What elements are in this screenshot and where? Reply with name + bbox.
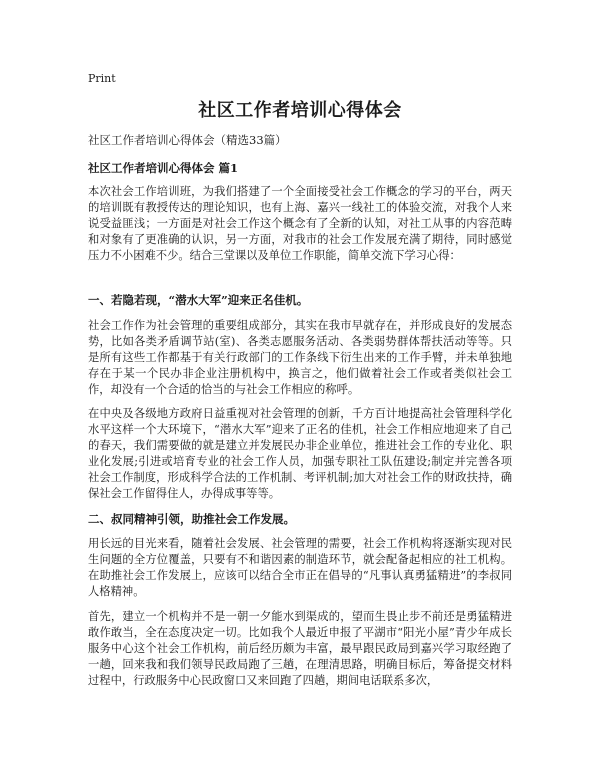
section2-paragraph-1: 用长远的目光来看，随着社会发展、社会管理的需要，社会工作机构将逐渐实现对民生问题的全方位覆盖，只要有不和谐因素的制造环节，就会配备起相应的社工机构。在助推社会工作发展上，应该可以结合全市正在倡导的“凡事认真勇猛精进”的李叔同人格精神。 bbox=[88, 537, 512, 598]
document-subtitle: 社区工作者培训心得体会（精选33篇） bbox=[88, 133, 287, 147]
section2-heading: 二、叔同精神引领，助推社会工作发展。 bbox=[88, 512, 295, 526]
section2-paragraph-2: 首先，建立一个机构并不是一朝一夕能水到渠成的，望而生畏止步不前还是勇猛精进敢作敢当，全在态度决定一切。比如我个人最近申报了平湖市“阳光小屋”青少年成长服务中心这个社会工作机构，前后经历颇为丰富，最早跟民政局到嘉兴学习取经跑了一趟，回来我和我们领导民政局跑了三趟，在理清思路，明确目标后，筹备提交材料过程中，行政服务中心民政窗口又来回跑了四趟，期间电话联系多次， bbox=[88, 610, 512, 687]
section1-paragraph-2: 在中央及各级地方政府日益重视对社会管理的创新，千方百计地提高社会管理科学化水平这样一个大环境下，“潜水大军”迎来了正名的佳机，社会工作相应地迎来了自己的春天，我们需要做的就是建立并发展民办非企业单位，推进社会工作的专业化、职业化发展;引进或培育专业的社会工作人员，加强专职社工队伍建设;制定并完善各项社会工作制度，形成科学合法的工作机制、考评机制;加大对社会工作的财政扶持，确保社会工作留得住人，办得成事等等。 bbox=[88, 407, 512, 500]
intro-paragraph: 本次社会工作培训班，为我们搭建了一个全面接受社会工作概念的学习的平台，两天的培训既有教授传达的理论知识，也有上海、嘉兴一线社工的体验交流，对我个人来说受益匪浅；一方面是对社会工作这个概念有了全新的认知，对社工从事的内容范畴和对象有了更准确的认识，另一方面，对我市的社会工作发展充满了期待，同时感觉压力不小困难不少。结合三堂课以及单位工作职能，简单交流下学习心得： bbox=[88, 185, 512, 262]
section1-heading: 一、若隐若现，“潜水大军”迎来正名佳机。 bbox=[88, 293, 309, 307]
document-title: 社区工作者培训心得体会 bbox=[198, 100, 402, 121]
section1-paragraph-1: 社会工作作为社会管理的重要组成部分，其实在我市早就存在，并形成良好的发展态势，比如各类矛盾调节站(室)、各类志愿服务活动、各类弱势群体帮扶活动等等。只是所有这些工作都基于有关行政部门的工作条线下衍生出来的工作手臂，并未单独地存在于某一个民办非企业注册机构中，换言之，他们做着社会工作或者类似社会工作，却没有一个合适的恰当的与社会工作相应的称呼。 bbox=[88, 319, 512, 396]
print-label[interactable]: Print bbox=[88, 72, 116, 85]
part-heading: 社区工作者培训心得体会 篇1 bbox=[88, 161, 239, 175]
